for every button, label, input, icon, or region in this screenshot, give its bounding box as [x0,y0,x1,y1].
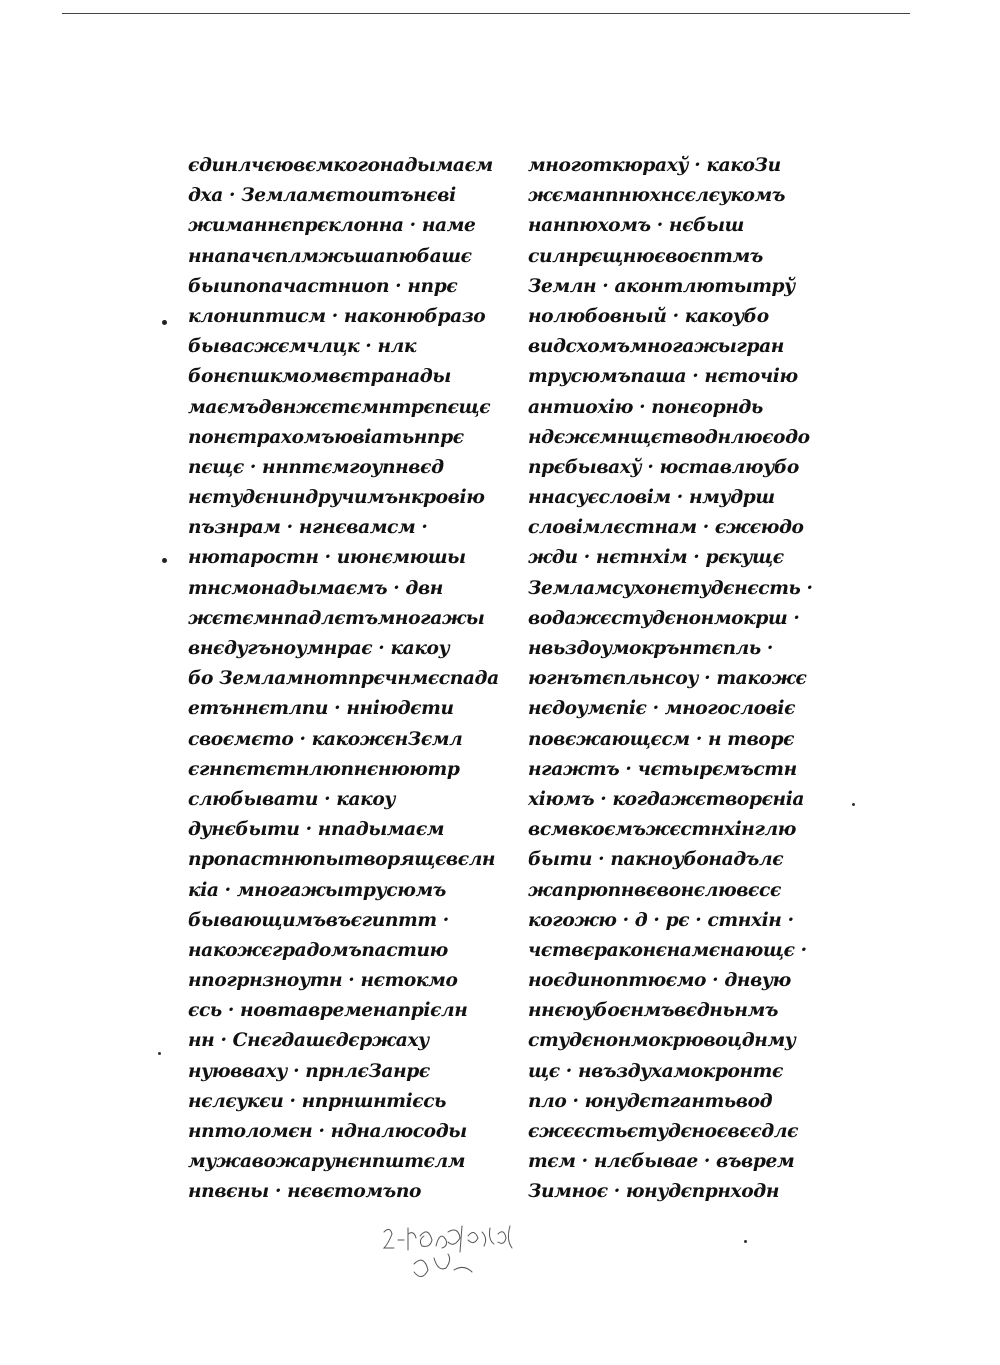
manuscript-line: нгажтъ · чєтырємъстн [528,757,797,780]
manuscript-line: дха · Земламєтоитънєві [188,184,456,207]
manuscript-line: пло · юнудєтгантьвод [528,1089,773,1112]
manuscript-line: повєжающєсм · н творє [528,727,795,750]
manuscript-line: нєтудєниндручимънкровію [188,486,485,509]
manuscript-line: антиохію · понєорндь [528,395,763,418]
manuscript-line: нютаростн · июнємюшы [188,546,466,569]
manuscript-line: быти · пакноубонадълє [528,848,784,871]
manuscript-line: бо Земламнотпрєчнмєспада [188,667,499,690]
manuscript-line: дунєбыти · нпадымаєм [188,818,445,841]
manuscript-line: бывающимъвъєгиптт · [188,908,449,931]
manuscript-line: Землн · аконтлютытрў [528,274,795,297]
manuscript-line: нєдоумєпіє · многословіє [528,697,796,720]
manuscript-line: бонєпшкмомвєтранады [188,365,451,388]
manuscript-line: нптоломєн · ндналюсоды [188,1120,467,1142]
manuscript-line: югнътєпльнсоу · такожє [528,667,807,690]
manuscript-line: накожєградомъпастию [188,938,448,961]
manuscript-line: силнрєщнюєвоєптмъ [528,244,763,267]
manuscript-line: прєбывахў · юставлюубо [528,455,799,478]
manuscript-line: ндєжємнщєтводнлюєодо [528,425,810,448]
manuscript-line: пропастнюпытворящєвєлн [188,848,496,871]
top-rule [62,13,910,14]
manuscript-line: слюбывати · какоу [188,787,396,810]
manuscript-line: тнсмонадымаємъ · двн [188,576,443,599]
manuscript-line: єгнпєтєтнлюпнєнюютр [188,757,460,780]
stray-dot [158,1052,161,1055]
manuscript-line: клониптисм · наконюбразо [188,304,486,327]
manuscript-line: нпогрнзноутн · нєтокмо [188,969,458,992]
right-text-column [528,150,838,1207]
manuscript-line: ноєдиноптюємо · днвую [528,969,791,992]
manuscript-line: когожю · д · рє · стнхін · [528,908,794,931]
manuscript-line: кіа · многажытрусюмъ [188,878,446,901]
manuscript-line: єсь · новтавременапрієлн [188,999,468,1022]
manuscript-line: Земламсухонєтудєнєсть · [528,576,813,599]
manuscript-line: мужавожарунєнпштєлм [188,1150,466,1173]
manuscript-line: своємєто · какожєнЗємл [188,727,463,750]
manuscript-line: ннапачєплмжьшапюбашє [188,244,472,267]
manuscript-line: маємъдвнжєтємнтрєпєщє [188,395,491,418]
manuscript-line: пєщє · ннптємгоупнвєд [188,455,444,478]
manuscript-line: нуювваху · прнлєЗанрє [188,1059,430,1082]
manuscript-line: словімлєстнам · єжєюдо [528,516,804,539]
manuscript-line: чєтвєраконєнамєнающє · [528,938,807,961]
manuscript-line: нєлєукєи · нпрншнтієсь [188,1089,447,1112]
manuscript-line: нолюбовный · какоубо [528,304,769,327]
manuscript-line: всмвкоємъжєстнхінглю [528,818,797,841]
left-text-column [188,150,498,1207]
manuscript-line: нвьздоумокрънтєпль · [528,637,773,659]
manuscript-line: студєнонмокрювоцднму [528,1029,796,1052]
stray-dot [852,803,855,806]
manuscript-line: нн · Снєгдашєдєржаху [188,1029,429,1052]
manuscript-line: нпвєны · нєвєтомъпо [188,1180,421,1203]
manuscript-line: трусюмъпаша · нєточію [528,365,798,388]
handwritten-shelfmark [378,1222,528,1292]
manuscript-line: ннасуєсловім · нмудрш [528,486,775,509]
manuscript-line: бывасжємчлцк · нлк [188,335,417,358]
manuscript-line: водажєстудєнонмокрш · [528,606,800,629]
manuscript-line: внєдугъноумнрає · какоу [188,637,450,659]
manuscript-line: ннєюубоєнмъвєдньнмъ [528,999,779,1022]
manuscript-line: понєтрахомъювіатьнпрє [188,425,464,448]
manuscript-line: хіюмъ · когдажєтворєніа [528,787,805,810]
manuscript-line: тєм · нлєбывае · въврем [528,1150,795,1173]
margin-bullet [162,558,167,563]
manuscript-line: жєтємнпадлєтъмногажы [188,606,485,629]
stray-dot [744,1240,747,1243]
manuscript-line: Зимноє · юнудєпрнходн [528,1180,780,1203]
manuscript-line: єжєєстьєтудєноєвєєдлє [528,1120,799,1142]
margin-bullet [162,320,167,325]
manuscript-line: видсхомъмногажыгран [528,335,784,358]
manuscript-line: жєманпнюхнсєлєукомъ [528,184,786,207]
manuscript-line: єдинлчєювємкогонадымаєм [188,154,493,176]
manuscript-line: щє · нвъздухамокронтє [528,1059,783,1082]
manuscript-line: етъннєтлпи · нніюдєти [188,697,454,720]
manuscript-line: жиманнєпрєклонна · наме [188,214,476,237]
manuscript-line: быипопачастниоп · нпрє [188,274,458,297]
manuscript-line: жапрюпнвєвонєлювєсє [528,878,781,901]
manuscript-line: многоткюрахў · какоЗи [528,154,781,176]
manuscript-line: пъзнрам · нгнєвамсм · [188,516,428,539]
manuscript-line: жди · нєтнхім · рєкущє [528,546,784,569]
manuscript-line: нанпюхомъ · нєбыш [528,214,744,237]
